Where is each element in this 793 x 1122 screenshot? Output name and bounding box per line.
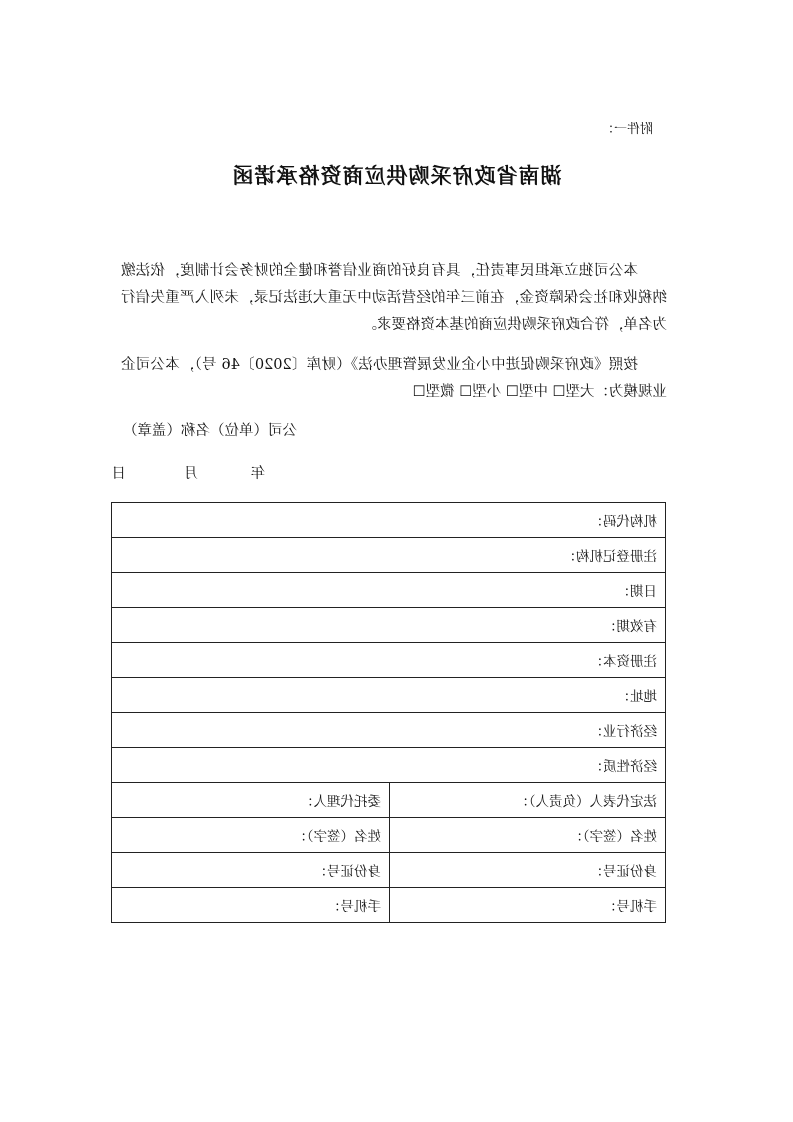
org-code-field[interactable]: 机构代码： — [112, 503, 666, 538]
company-name-seal-label: 公司（单位）名称（盖章） — [123, 423, 297, 439]
table-row — [112, 783, 666, 818]
page-title: 湖南省政府采购供应商资格承诺函 — [231, 163, 562, 188]
table-row — [112, 853, 666, 888]
agent-name-field[interactable]: 姓名（签字）： — [112, 818, 390, 853]
table-row — [112, 643, 666, 678]
table-row — [112, 678, 666, 713]
date-field[interactable]: 日期： — [112, 573, 666, 608]
table-row — [112, 888, 666, 923]
attachment-label: 附件一： — [600, 122, 653, 137]
agent-phone-field[interactable]: 手机号： — [112, 888, 390, 923]
table-row — [112, 573, 666, 608]
date-day-label: 日 — [111, 466, 126, 482]
legal-rep-name-field[interactable]: 姓名（签字）： — [390, 818, 666, 853]
address-field[interactable]: 地址： — [112, 678, 666, 713]
reg-authority-field[interactable]: 注册登记机构： — [112, 538, 666, 573]
date-year-label: 年 — [250, 466, 265, 482]
table-row — [112, 538, 666, 573]
reg-capital-field[interactable]: 注册资本： — [112, 643, 666, 678]
table-row — [112, 608, 666, 643]
enterprise-scale-paragraph: 按照《政府采购促进中小企业发展管理办法》（财库〔2020〕46 号），本公司企业规模为：大型☐ 中型☐ 小型☐ 微型☐ — [121, 357, 667, 400]
table-row — [112, 713, 666, 748]
nature-field[interactable]: 经济性质： — [112, 748, 666, 783]
agent-field[interactable]: 委托代理人： — [112, 783, 390, 818]
validity-field[interactable]: 有效期： — [112, 608, 666, 643]
table-row — [112, 818, 666, 853]
industry-field[interactable]: 经济行业： — [112, 713, 666, 748]
legal-rep-field[interactable]: 法定代表人（负责人）： — [390, 783, 666, 818]
agent-id-field[interactable]: 身份证号： — [112, 853, 390, 888]
commitment-paragraph: 本公司独立承担民事责任，具有良好的商业信誉和健全的财务会计制度，依法缴纳税收和社会保障资金，在前三年的经营活动中无重大违法记录，未列入严重失信行为名单，符合政府采购供应商的基本资格要求。 — [121, 263, 667, 333]
date-month-label: 月 — [183, 466, 198, 482]
table-row — [112, 748, 666, 783]
supplier-info-table — [111, 502, 666, 923]
legal-rep-id-field[interactable]: 身份证号： — [390, 853, 666, 888]
table-row — [112, 503, 666, 538]
legal-rep-phone-field[interactable]: 手机号： — [390, 888, 666, 923]
